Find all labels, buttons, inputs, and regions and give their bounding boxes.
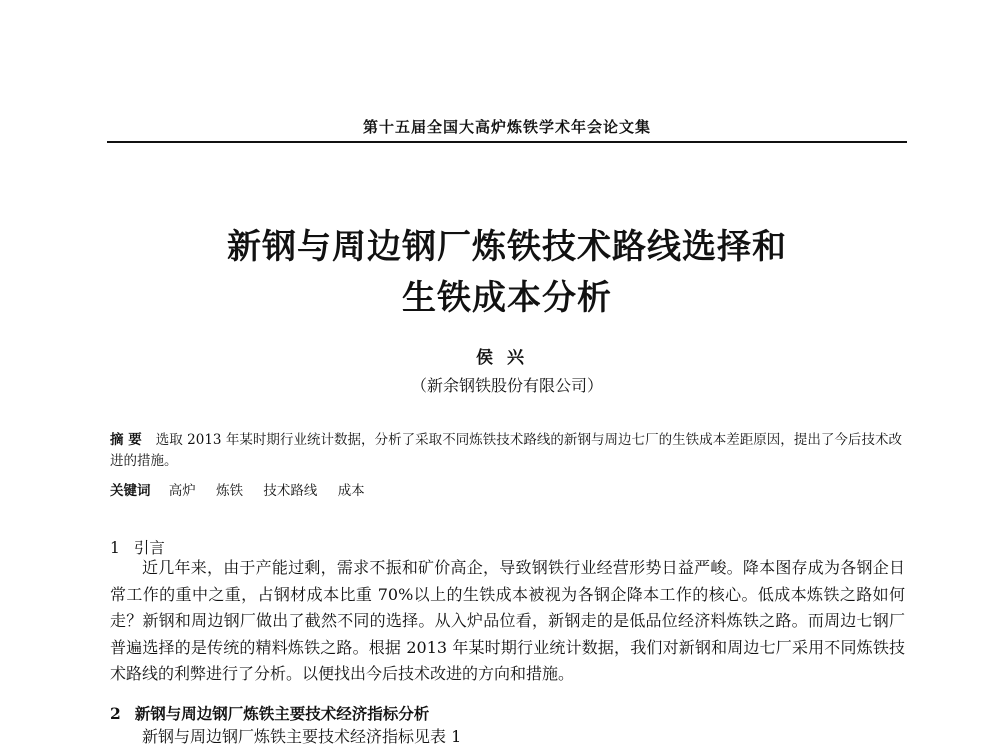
section-2-heading [110, 702, 429, 724]
header-rule [107, 141, 907, 143]
section-1-paragraph: 近几年来，由于产能过剩，需求不振和矿价高企，导致钢铁行业经营形势日益严峻。降本图存成为各钢企日常工作的重中之重，占钢材成本比重 70%以上的生铁成本被视为各钢企降本工作的核心。低成本炼铁之路如何走？新钢和周边钢厂做出了截然不同的选择。从入炉品位看，新钢走的是低品位经济料炼铁之路。而周边七钢厂普遍选择的是传统的精料炼铁之路。根据 2013 年某时期行业统计数据，我们对新钢和周边七厂采用不同炼铁技术路线的利弊进行了分析。以便找出今后技术改进的方向和措施。 [110, 558, 905, 683]
section-number: 1 [110, 539, 120, 557]
keyword: 高炉 [168, 483, 196, 499]
keyword: 技术路线 [263, 483, 318, 499]
keywords [110, 481, 902, 502]
paper-title-line-1: 新钢与周边钢厂炼铁技术路线选择和 [227, 227, 787, 267]
keyword: 成本 [337, 483, 365, 499]
section-title: 引言 [133, 539, 165, 557]
section-2-first-line: 新钢与周边钢厂炼铁主要技术经济指标见表 1 [142, 727, 462, 746]
paper-title-line-2: 生铁成本分析 [402, 278, 612, 318]
running-head: 第十五届全国大高炉炼铁学术年会论文集 [362, 118, 651, 136]
abstract-text: 选取 2013 年某时期行业统计数据，分析了采取不同炼铁技术路线的新钢与周边七厂的生铁成本差距原因，提出了今后技术改进的措施。 [110, 432, 903, 469]
abstract [110, 430, 902, 472]
keywords-label: 关键词 [110, 483, 151, 499]
abstract-label: 摘 要 [110, 432, 142, 448]
author-name: 侯兴 [476, 348, 538, 368]
section-number: 2 [110, 704, 121, 723]
author-affiliation: （新余钢铁股份有限公司） [410, 376, 603, 395]
keyword: 炼铁 [216, 483, 244, 499]
section-title: 新钢与周边钢厂炼铁主要技术经济指标分析 [134, 704, 430, 723]
